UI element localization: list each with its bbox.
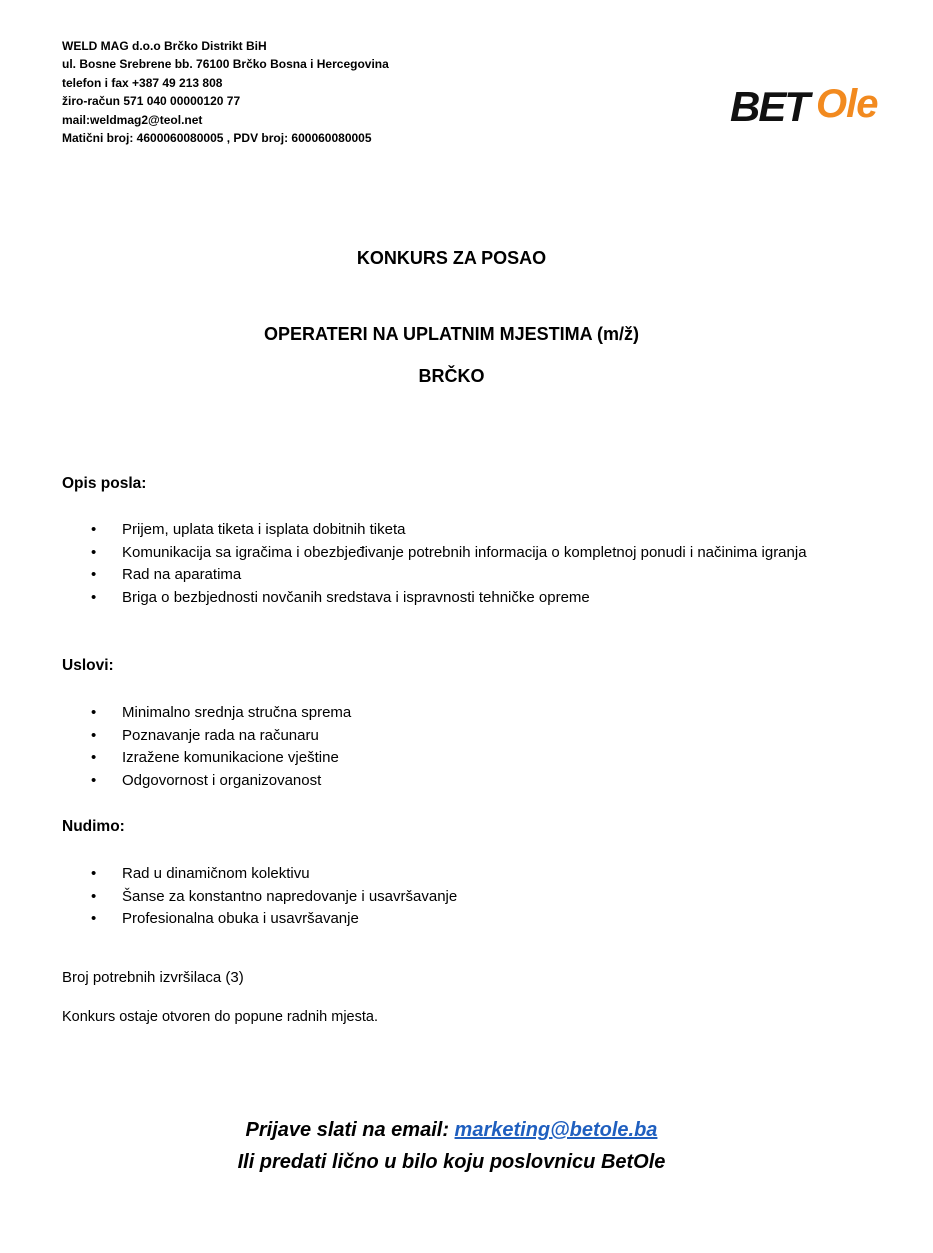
- list-item: • Minimalno srednja stručna sprema: [62, 702, 862, 725]
- email-link[interactable]: marketing@betole.ba: [454, 1119, 658, 1141]
- company-name: WELD MAG d.o.o Brčko Distrikt BiH: [62, 39, 267, 53]
- list-item: • Briga o bezbjednosti novčanih sredstava i ispravnosti tehničke opreme: [62, 587, 862, 610]
- opis-list: [62, 519, 862, 609]
- betole-logo-icon: [728, 74, 883, 130]
- company-address: ul. Bosne Srebrene bb. 76100 Brčko Bosna i Hercegovina: [62, 57, 389, 72]
- company-info: [62, 37, 389, 147]
- company-phone: telefon i fax +387 49 213 808: [62, 75, 223, 90]
- list-item: • Komunikacija sa igračima i obezbjeđivanje potrebnih informacija o kompletnoj ponudi i načinima igranja: [62, 542, 862, 565]
- list-item: • Rad u dinamičnom kolektivu: [62, 863, 862, 886]
- list-item: • Profesionalna obuka i usavršavanje: [62, 908, 862, 931]
- uslovi-title: Uslovi:: [62, 657, 114, 674]
- betole-logo: [728, 74, 883, 130]
- cta-line2: Ili predati lično u bilo koju poslovnicu BetOle: [237, 1151, 666, 1173]
- nudimo-title: Nudimo:: [62, 818, 125, 835]
- opis-title: Opis posla:: [62, 475, 147, 492]
- city-title: BRČKO: [418, 366, 485, 386]
- company-ids: Matični broj: 4600060080005 , PDV broj: 600060080005: [62, 131, 372, 146]
- company-account: žiro-račun 571 040 00000120 77: [62, 94, 241, 109]
- konkurs-note: Konkurs ostaje otvoren do popune radnih mjesta.: [62, 1009, 378, 1025]
- cta-prefix: Prijave slati na email:: [245, 1119, 455, 1141]
- uslovi-list: [62, 702, 862, 792]
- list-item: • Poznavanje rada na računaru: [62, 725, 862, 748]
- logo-bet: BET: [730, 83, 808, 130]
- nudimo-list: [62, 863, 862, 931]
- list-item: • Rad na aparatima: [62, 564, 862, 587]
- broj-izvrsilaca: Broj potrebnih izvršilaca (3): [62, 969, 244, 986]
- logo-ole: Ole: [816, 82, 878, 126]
- list-item: • Prijem, uplata tiketa i isplata dobitnih tiketa: [62, 519, 862, 542]
- position-title: OPERATERI NA UPLATNIM MJESTIMA (m/ž): [264, 324, 639, 344]
- list-item: • Izražene komunikacione vještine: [62, 747, 862, 770]
- list-item: • Odgovornost i organizovanost: [62, 770, 862, 793]
- cta-email-line: [0, 1115, 903, 1146]
- list-item: • Šanse za konstantno napredovanje i usavršavanje: [62, 886, 862, 909]
- company-mail: mail:weldmag2@teol.net: [62, 112, 203, 127]
- konkurs-title: KONKURS ZA POSAO: [356, 248, 547, 268]
